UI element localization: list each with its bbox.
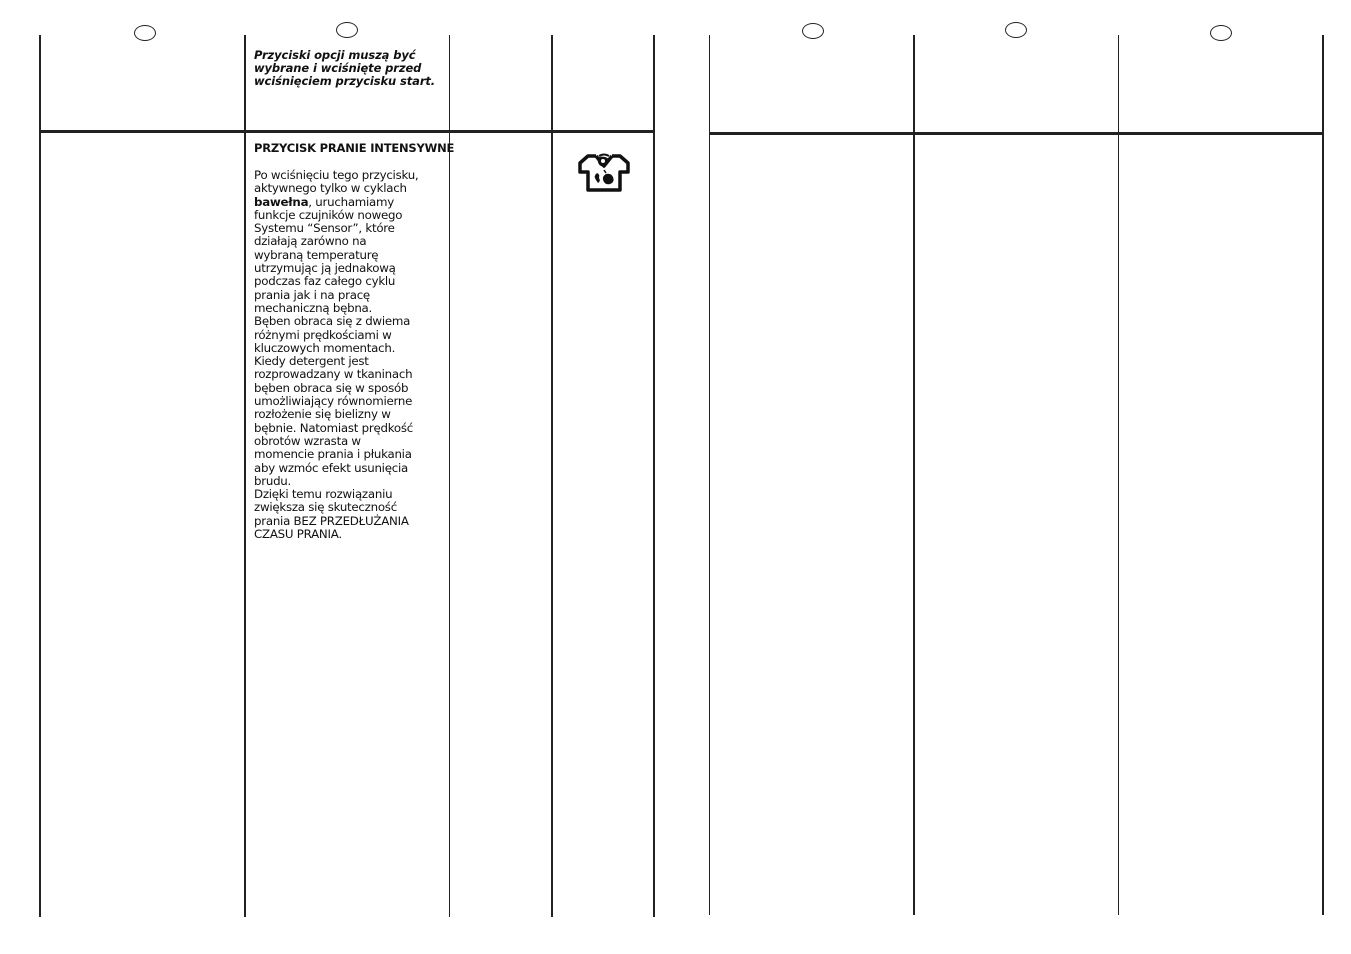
paragraph-text: momencie prania i płukania xyxy=(254,447,412,462)
paragraph-text: umożliwiający równomierne xyxy=(254,394,413,409)
paragraph-text: obrotów wzrasta w xyxy=(254,433,361,448)
paragraph-text: , uruchamiamy xyxy=(308,194,395,209)
paragraph-text: rozłożenie się bielizny w xyxy=(254,407,391,422)
paragraph-line xyxy=(254,182,446,195)
paragraph-text: Kiedy detergent jest xyxy=(254,354,369,369)
paragraph-line xyxy=(254,435,446,448)
paragraph-line xyxy=(254,169,446,182)
column-marker-circle xyxy=(802,23,824,39)
paragraph-text: podczas faz całego cyklu xyxy=(254,274,396,289)
paragraph-text: CZASU PRANIA. xyxy=(254,527,342,542)
column-rule xyxy=(244,35,246,917)
paragraph-text: Po wciśnięciu tego przycisku, xyxy=(254,168,419,182)
column-rule xyxy=(39,35,41,917)
paragraph-text: funkcje czujników nowego xyxy=(254,207,403,222)
column-marker-circle xyxy=(1210,25,1232,41)
paragraph-text: Bęben obraca się z dwiema xyxy=(254,314,411,329)
paragraph-line xyxy=(254,355,446,368)
column-rule xyxy=(709,35,710,915)
paragraph-text: Systemu “Sensor”, które xyxy=(254,221,395,236)
paragraph-text: prania BEZ PRZEDŁUŻANIA xyxy=(254,513,409,528)
paragraph-line xyxy=(254,289,446,302)
column-rule xyxy=(913,35,915,915)
paragraph-line xyxy=(254,368,446,381)
paragraph-text: kluczowych momentach. xyxy=(254,340,396,355)
paragraph-line xyxy=(254,249,446,262)
paragraph-line xyxy=(254,422,446,435)
paragraph-text: bębnie. Natomiast prędkość xyxy=(254,420,414,435)
paragraph-line xyxy=(254,235,446,248)
column-marker-circle xyxy=(134,25,156,41)
note-line: wciśnięciem przycisku start. xyxy=(254,74,436,88)
column-rule xyxy=(449,35,450,917)
column-rule xyxy=(551,35,553,917)
paragraph-text: aktywnego tylko w cyklach xyxy=(254,181,407,196)
column-rule xyxy=(653,35,655,917)
paragraph-text: bęben obraca się w sposób xyxy=(254,380,409,395)
paragraph-line xyxy=(254,488,446,501)
paragraph-text: prania jak i na pracę xyxy=(254,287,370,302)
paragraph-text: działają zarówno na xyxy=(254,234,367,249)
paragraph-line xyxy=(254,395,446,408)
paragraph-text: wybraną temperaturę xyxy=(254,247,379,262)
paragraph-line xyxy=(254,448,446,461)
paragraph-line xyxy=(254,262,446,275)
paragraph-line xyxy=(254,196,446,209)
column-rule xyxy=(1322,35,1324,915)
paragraph-text: różnymi prędkościami w xyxy=(254,327,392,342)
paragraph-line xyxy=(254,329,446,342)
column-marker-circle xyxy=(336,22,358,38)
paragraph-line xyxy=(254,275,446,288)
header-rule xyxy=(709,132,1324,135)
section-heading: PRZYCISK PRANIE INTENSYWNE xyxy=(254,141,455,155)
header-rule xyxy=(39,130,655,133)
paragraph-line xyxy=(254,315,446,328)
stained-shirt-icon xyxy=(578,152,630,192)
paragraph-line xyxy=(254,222,446,235)
bold-term: bawełna xyxy=(254,194,309,209)
paragraph-line xyxy=(254,501,446,514)
paragraph-text: mechaniczną bębna. xyxy=(254,300,373,315)
paragraph-text: rozprowadzany w tkaninach xyxy=(254,367,413,382)
paragraph-line xyxy=(254,382,446,395)
paragraph-text: aby wzmóc efekt usunięcia xyxy=(254,460,408,475)
paragraph-text: utrzymując ją jednakową xyxy=(254,261,396,276)
column-rule xyxy=(1118,35,1119,915)
option-buttons-note xyxy=(254,49,444,88)
column-marker-circle xyxy=(1005,22,1027,38)
section-description xyxy=(254,169,446,541)
paragraph-line xyxy=(254,515,446,528)
paragraph-text: Dzięki temu rozwiązaniu xyxy=(254,487,393,502)
note-line: Przyciski opcji muszą być xyxy=(254,48,416,62)
paragraph-text: brudu. xyxy=(254,473,292,488)
paragraph-line xyxy=(254,342,446,355)
paragraph-line xyxy=(254,462,446,475)
paragraph-line xyxy=(254,302,446,315)
paragraph-line xyxy=(254,408,446,421)
paragraph-line xyxy=(254,475,446,488)
paragraph-text: zwiększa się skuteczność xyxy=(254,500,397,515)
note-line: wybrane i wciśnięte przed xyxy=(254,61,422,75)
paragraph-line xyxy=(254,209,446,222)
paragraph-line xyxy=(254,528,446,541)
